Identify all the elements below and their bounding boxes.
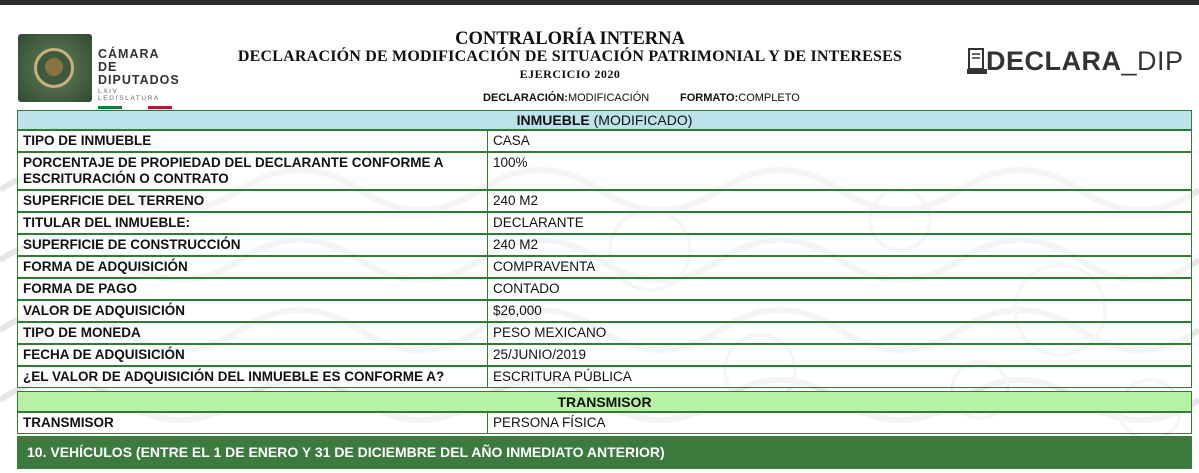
- formato-value: COMPLETO: [738, 92, 800, 104]
- row-label: VALOR DE ADQUISICIÓN: [17, 300, 488, 322]
- chamber-line-2: DIPUTADOS: [98, 73, 180, 87]
- declaracion-value: MODIFICACIÓN: [567, 92, 650, 104]
- declaracion-info: [483, 92, 649, 104]
- row-value: DECLARANTE: [488, 212, 1192, 234]
- page-title: CONTRALORÍA INTERNA: [455, 29, 685, 49]
- row-label: FORMA DE ADQUISICIÓN: [17, 256, 488, 278]
- row-label: TIPO DE INMUEBLE: [17, 130, 488, 152]
- table-row: [17, 366, 1192, 388]
- row-label: TRANSMISOR: [17, 412, 488, 434]
- flag-stripe: [98, 106, 172, 109]
- table-row: [17, 130, 1192, 152]
- row-value: 25/JUNIO/2019: [488, 344, 1192, 366]
- page-subtitle: DECLARACIÓN DE MODIFICACIÓN DE SITUACIÓN PATRIMONIAL Y DE INTERESES: [237, 48, 903, 65]
- row-value: CASA: [488, 130, 1192, 152]
- row-value: 240 M2: [488, 234, 1192, 256]
- table-row: [17, 300, 1192, 322]
- inmueble-header-rest: (MODIFICADO): [589, 112, 693, 128]
- chamber-line-1: CÁMARA DE: [98, 47, 160, 74]
- eagle-emblem-icon: [45, 58, 63, 76]
- row-value: 240 M2: [488, 190, 1192, 212]
- declara-dip-text: [986, 46, 1184, 77]
- row-value: PERSONA FÍSICA: [488, 412, 1192, 434]
- row-label: ¿EL VALOR DE ADQUISICIÓN DEL INMUEBLE ES CONFORME A?: [17, 366, 488, 388]
- row-value: 100%: [488, 152, 1192, 190]
- fiscal-year: EJERCICIO 2020: [519, 67, 621, 81]
- transmisor-header: TRANSMISOR: [17, 391, 1192, 412]
- row-value: CONTADO: [488, 278, 1192, 300]
- row-value: $26,000: [488, 300, 1192, 322]
- row-label: TIPO DE MONEDA: [17, 322, 488, 344]
- table-row: [17, 190, 1192, 212]
- chamber-name: [98, 48, 178, 109]
- row-label: FECHA DE ADQUISICIÓN: [17, 344, 488, 366]
- row-label: TITULAR DEL INMUEBLE:: [17, 212, 488, 234]
- camara-diputados-logo: [18, 34, 92, 102]
- row-label: SUPERFICIE DE CONSTRUCCIÓN: [17, 234, 488, 256]
- table-row: [17, 256, 1192, 278]
- table-row: [17, 278, 1192, 300]
- section-vehiculos-header: 10. VEHÍCULOS (ENTRE EL 1 DE ENERO Y 31 DE DICIEMBRE DEL AÑO INMEDIATO ANTERIOR): [17, 436, 1192, 469]
- row-value: COMPRAVENTA: [488, 256, 1192, 278]
- table-row: [17, 212, 1192, 234]
- row-value: PESO MEXICANO: [488, 322, 1192, 344]
- top-bar: [0, 0, 1199, 5]
- inmueble-header-row: [17, 110, 1192, 130]
- declara-dip-logo: [966, 46, 1188, 80]
- inmueble-header: [17, 110, 1192, 130]
- table-row: [17, 344, 1192, 366]
- formato-info: [680, 92, 800, 104]
- declara-light: _DIP: [1121, 46, 1184, 76]
- table-row: [17, 322, 1192, 344]
- table-row: [17, 234, 1192, 256]
- declaracion-label: DECLARACIÓN:: [483, 92, 568, 104]
- chamber-line-3: LXIV LEGISLATURA: [98, 88, 160, 102]
- document-icon: [966, 48, 988, 76]
- table-row: [17, 152, 1192, 190]
- declara-bold: DECLARA: [986, 46, 1122, 76]
- inmueble-header-bold: INMUEBLE: [516, 112, 590, 128]
- row-value: ESCRITURA PÚBLICA: [488, 366, 1192, 388]
- row-label: FORMA DE PAGO: [17, 278, 488, 300]
- row-label: SUPERFICIE DEL TERRENO: [17, 190, 488, 212]
- row-label: PORCENTAJE DE PROPIEDAD DEL DECLARANTE CONFORME A ESCRITURACIÓN O CONTRATO: [17, 152, 488, 190]
- table-row: [17, 412, 1192, 434]
- transmisor-header-row: [17, 391, 1192, 412]
- formato-label: FORMATO:: [680, 92, 739, 104]
